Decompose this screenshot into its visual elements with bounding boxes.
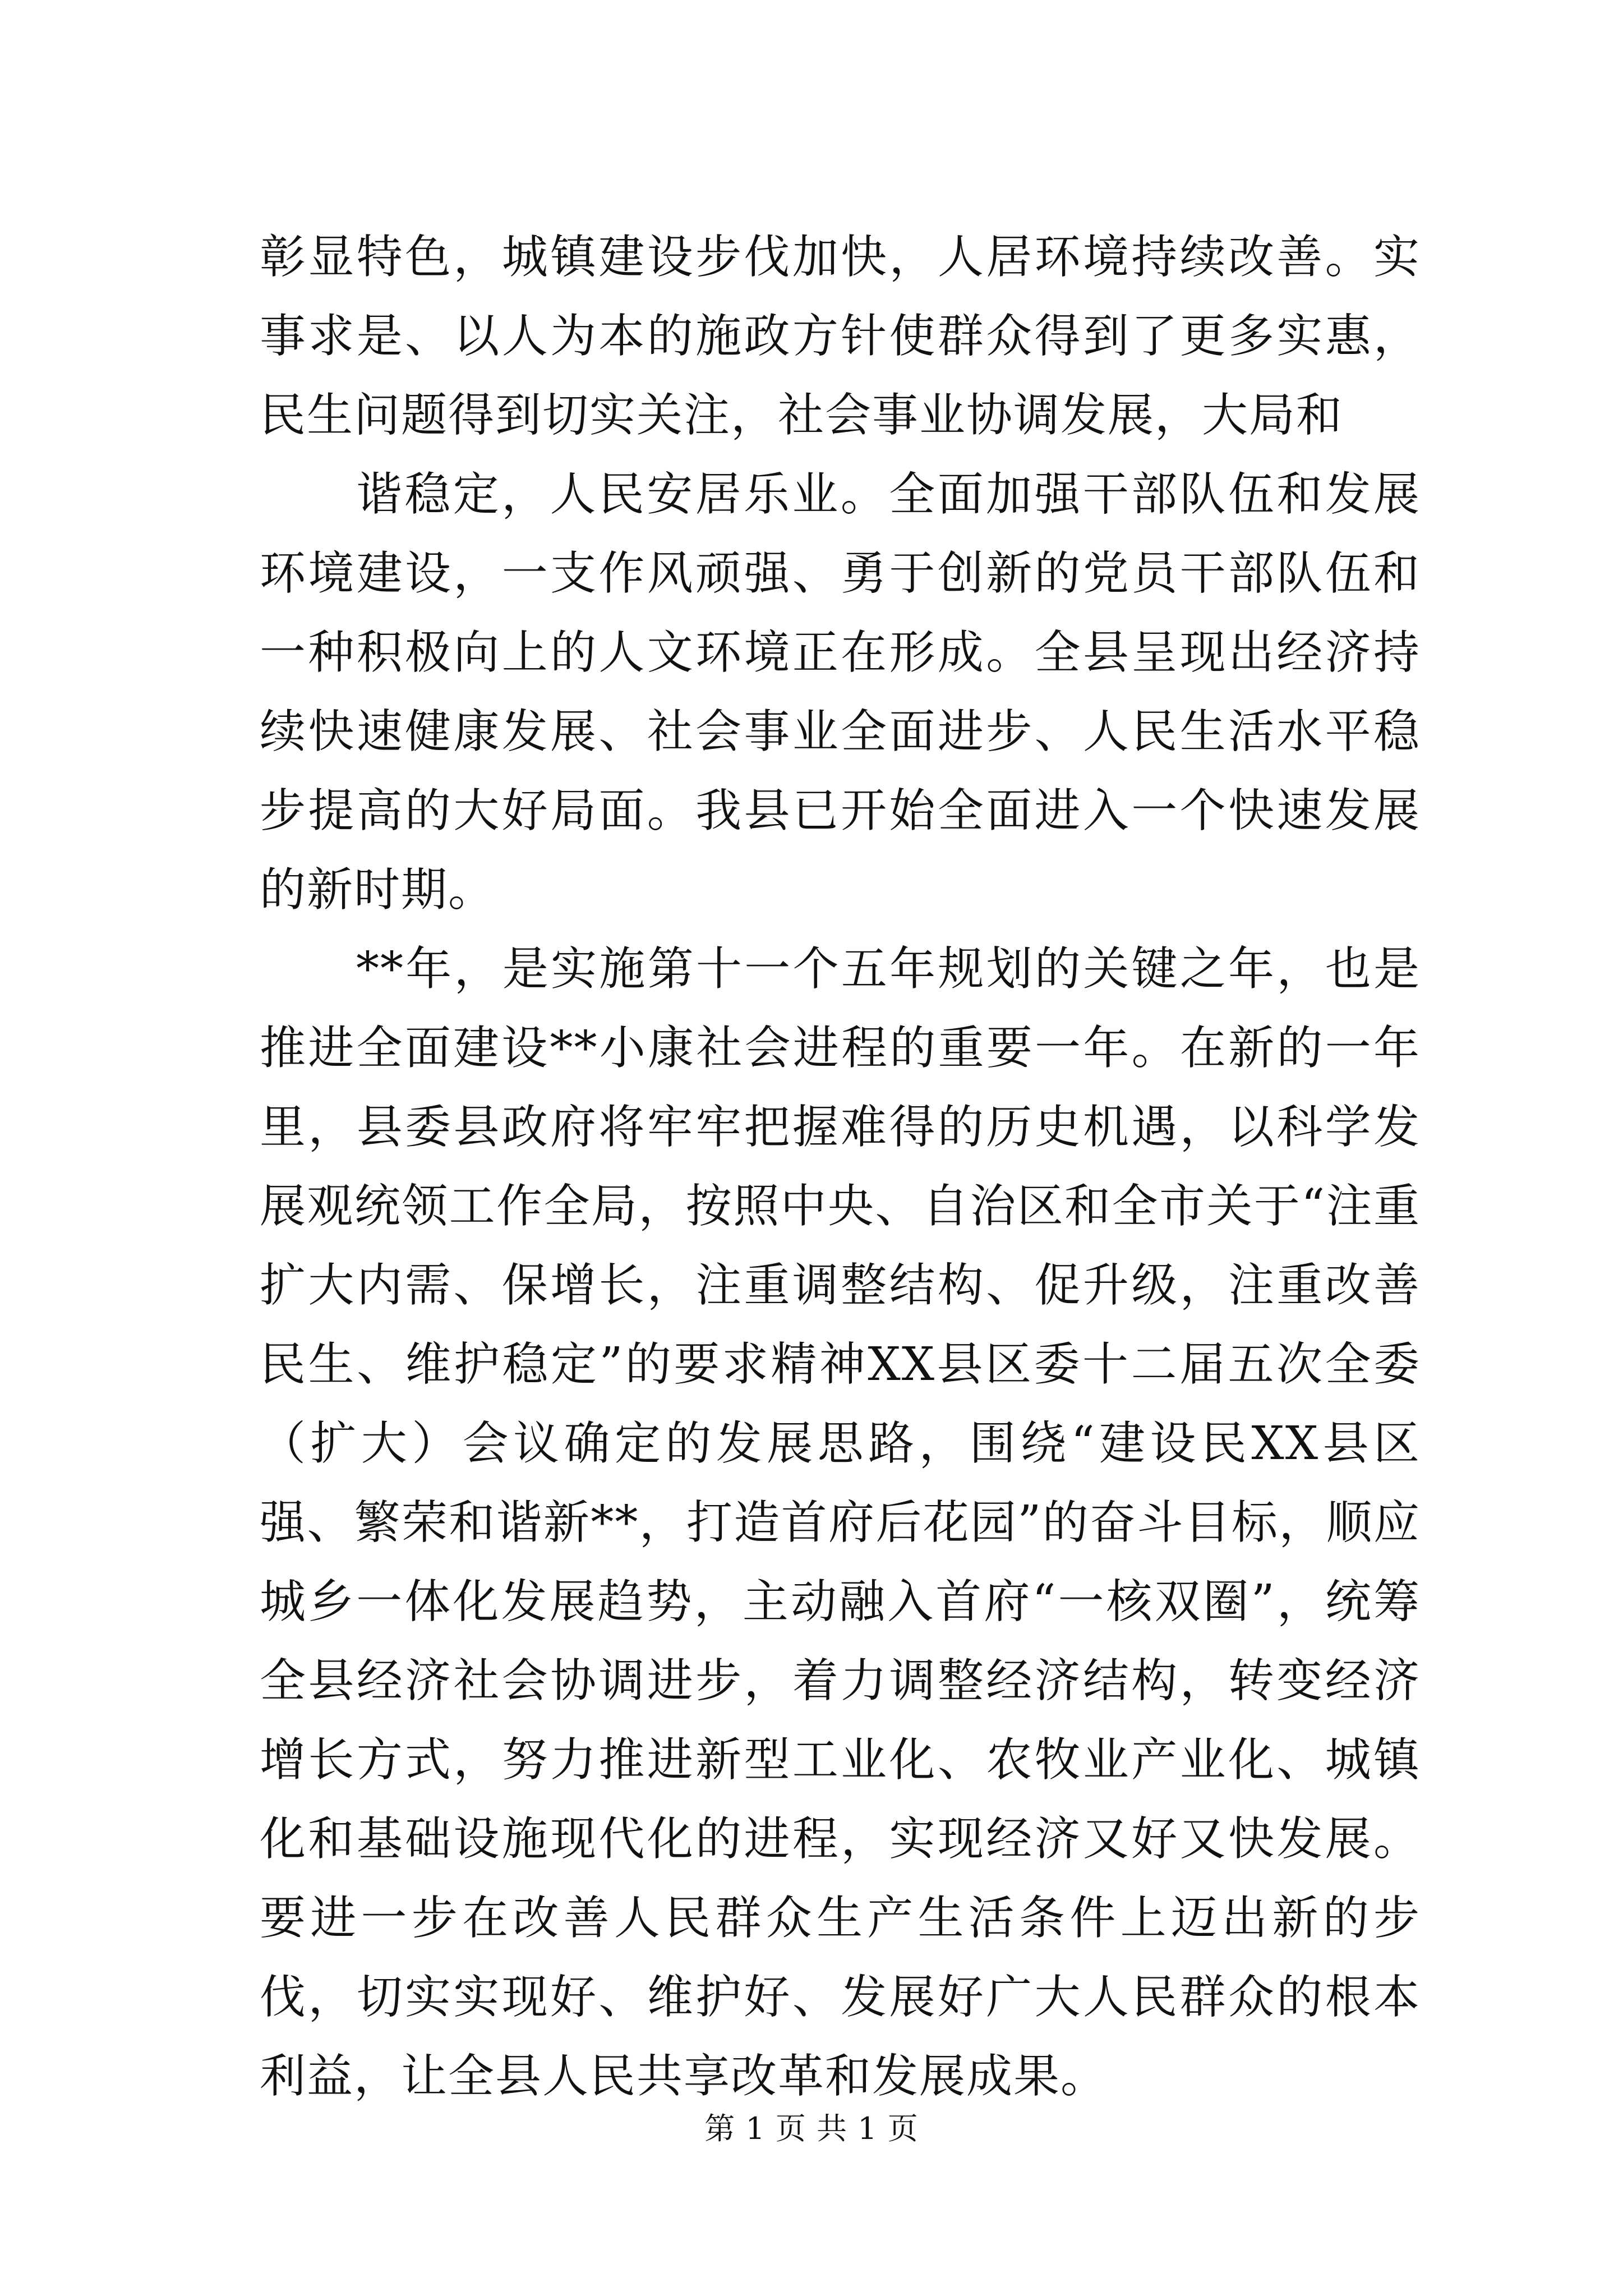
paragraph-3: **年，是实施第十一个五年规划的关键之年，也是推进全面建设**小康社会进程的重要一年。在新的一年里，县委县政府将牢牢把握难得的历史机遇，以科学发展观统领工作全局，按照中央、自治区和全市关于“注重扩大内需、保增长，注重调整结构、促升级，注重改善民生、维护稳定”的要求精神XX县区委十二届五次全委（扩大）会议确定的发展思路，围绕“建设民XX县区强、繁荣和谐新**，打造首府后花园”的奋斗目标，顺应城乡一体化发展趋势，主动融入首府“一核双圈”，统筹全县经济社会协调进步，着力调整经济结构，转变经济增长方式，努力推进新型工业化、农牧业产业化、城镇化和基础设施现代化的进程，实现经济又好又快发展。要进一步在改善人民群众生产生活条件上迈出新的步伐，切实实现好、维护好、发展好广大人民群众的根本利益，让全县人民共享改革和发展成果。 bbox=[260, 942, 1421, 2103]
paragraph-2: 谐稳定，人民安居乐业。全面加强干部队伍和发展环境建设，一支作风顽强、勇于创新的党员干部队伍和一种积极向上的人文环境正在形成。全县呈现出经济持续快速健康发展、社会事业全面进步、人民生活水平稳步提高的大好局面。我县已开始全面进入一个快速发展的新时期。 bbox=[260, 468, 1421, 917]
paragraph-1: 彰显特色，城镇建设步伐加快，人居环境持续改善。实事求是、以人为本的施政方针使群众得到了更多实惠，民生问题得到切实关注，社会事业协调发展，大局和 bbox=[260, 231, 1421, 442]
document-body bbox=[260, 218, 1421, 2116]
page-footer: 第 1 页 共 1 页 bbox=[704, 2111, 919, 2146]
